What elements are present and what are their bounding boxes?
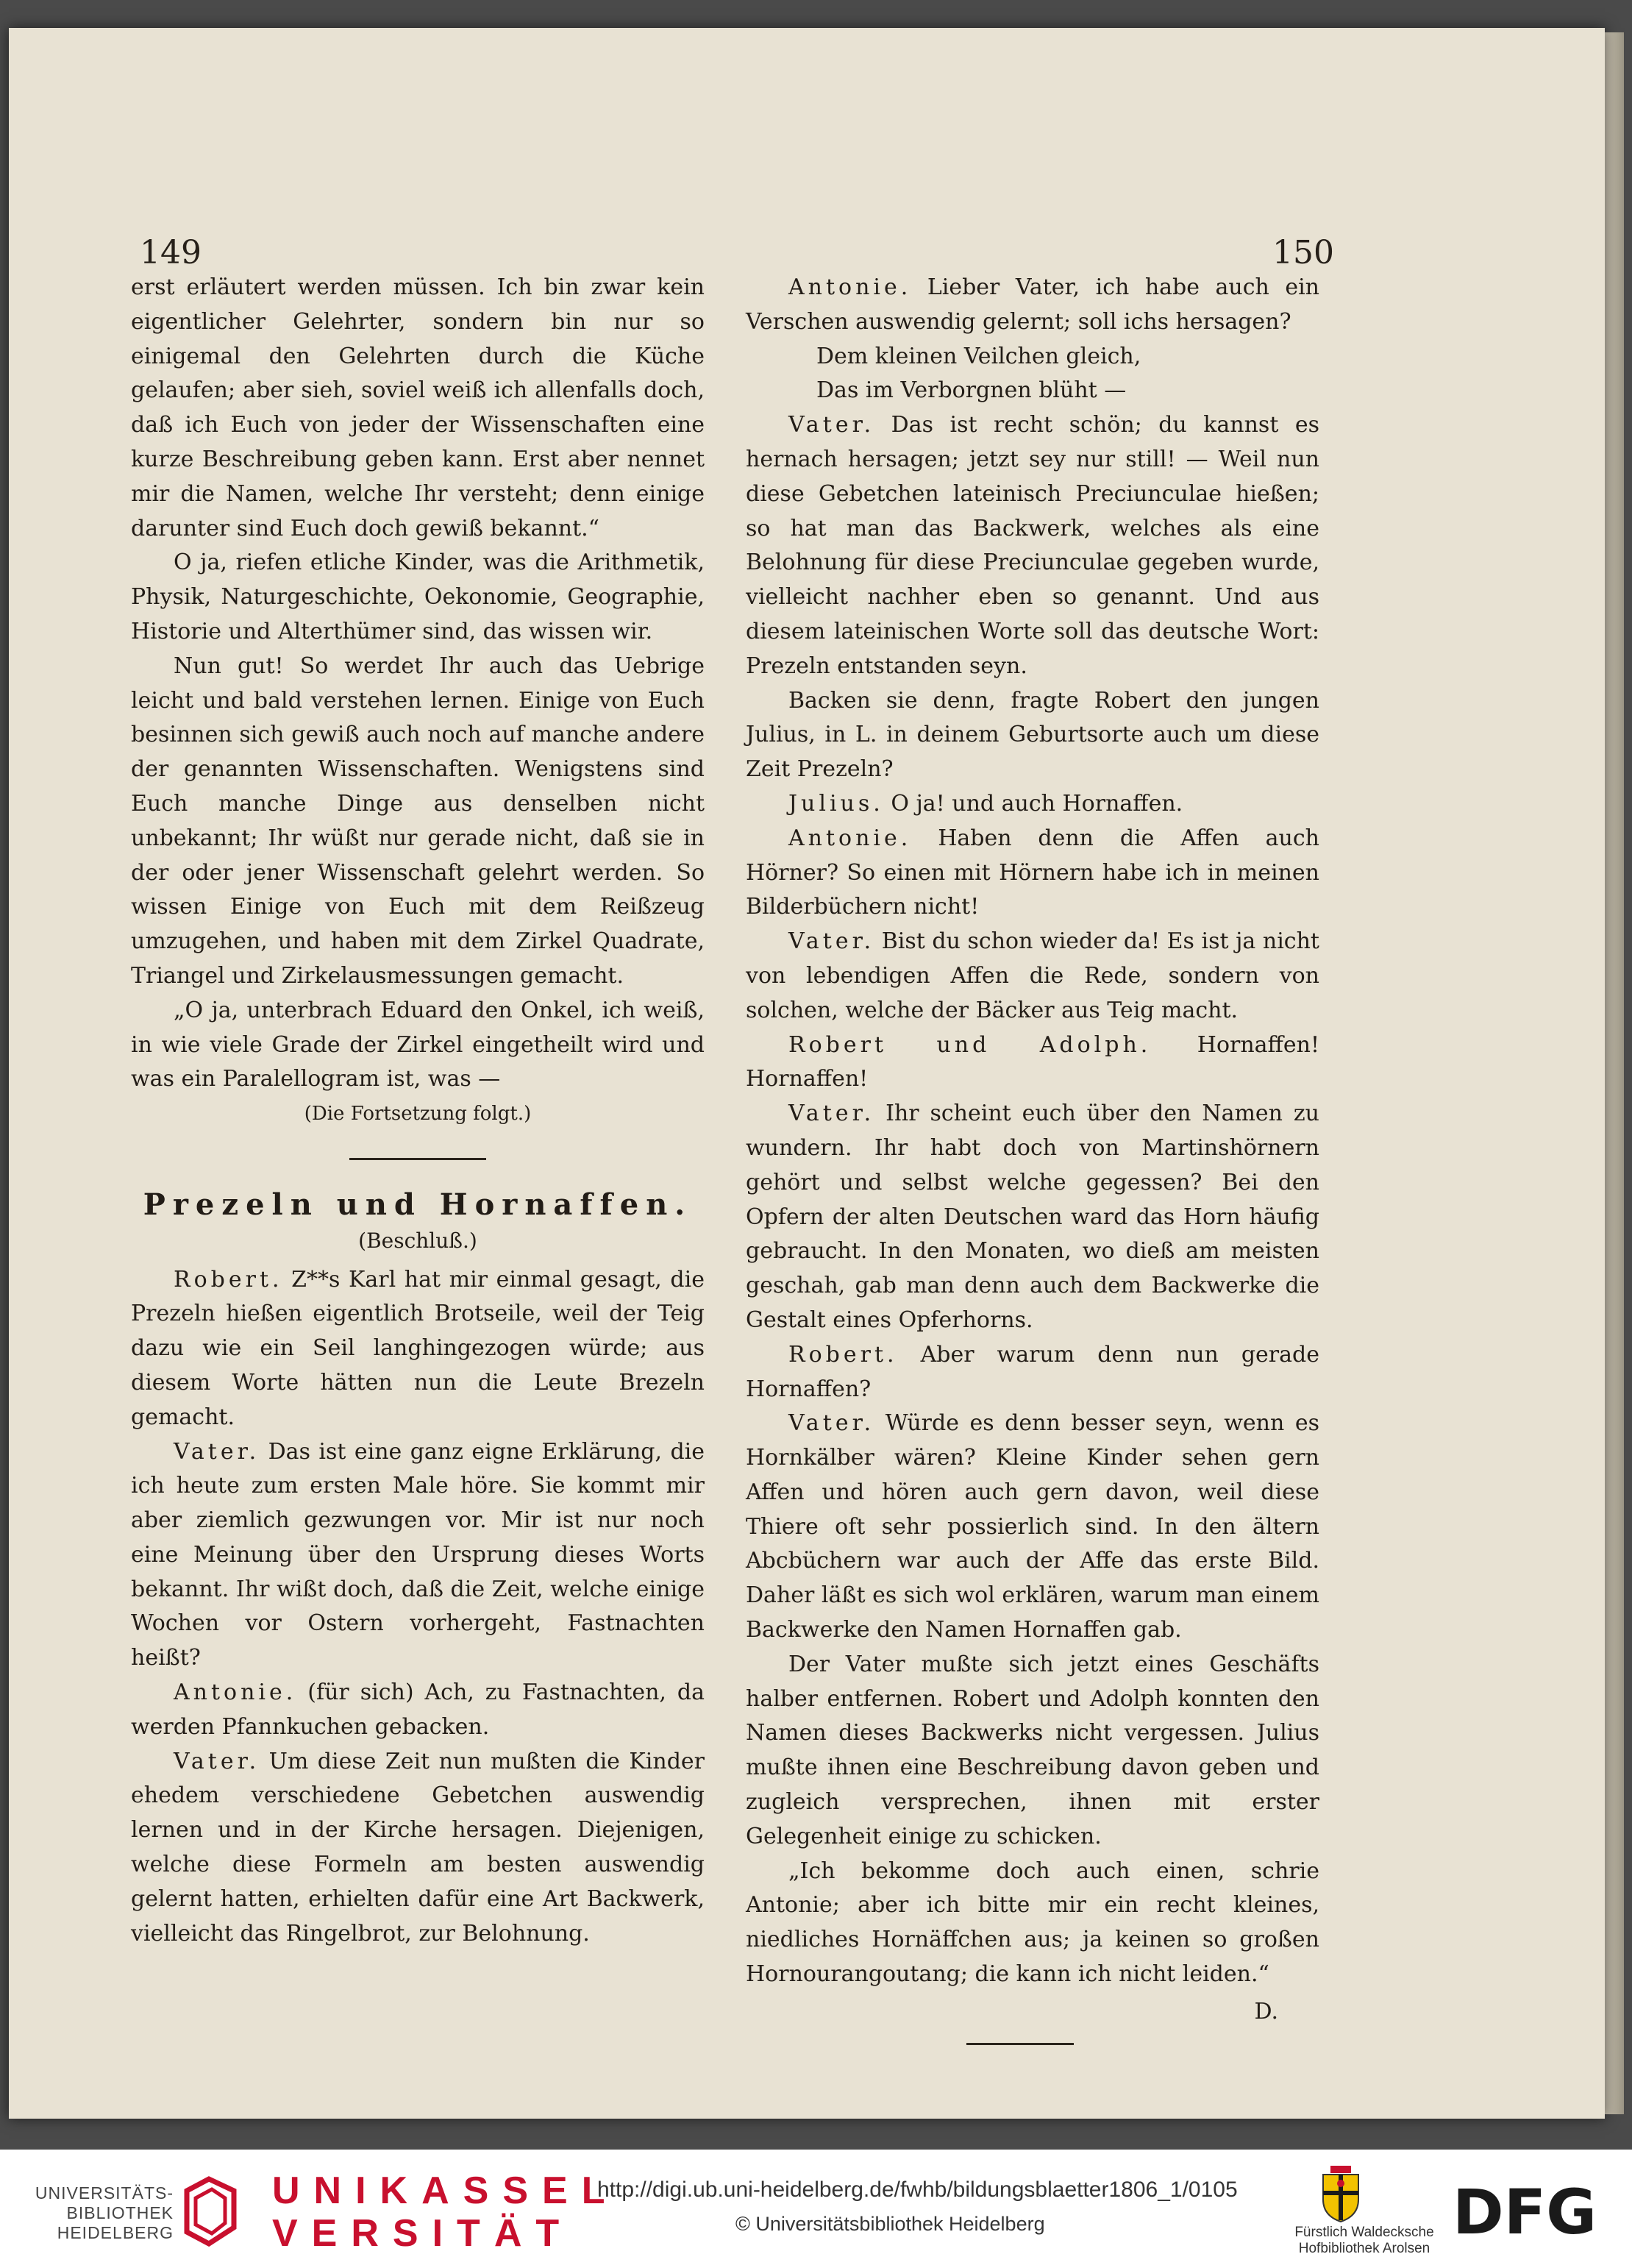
article-subtitle: (Beschluß.) <box>358 1228 477 1253</box>
speaker-name: Vater. <box>788 1410 875 1437</box>
paragraph: Nun gut! So werdet Ihr auch das Uebrige leicht und bald verstehen lernen. Einige von Euch besinnen sich gewiß auch noch auf manche andere der genannten Wissenschaften. Wenigstens sind Euch manche Dinge aus denselben nicht unbekannt; Ihr wüßt nur gerade nicht, daß sie in der oder jener Wissenschaft gelehrt werden. So wissen Einige von Euch mit dem Reißzeug umzugehen, und haben mit dem Zirkel Quadrate, Triangel und Zirkelausmessungen gemacht. <box>131 653 705 989</box>
speaker-name: Vater. <box>788 412 875 438</box>
speaker-name: Antonie. <box>174 1679 297 1706</box>
right-column <box>746 271 1319 2045</box>
speaker-name: Robert. <box>788 1341 898 1368</box>
permalink-url[interactable]: http://digi.ub.uni-heidelberg.de/fwhb/bildungsblaetter1806_1/0105 <box>597 2178 1238 2202</box>
dialogue-text: Ihr scheint euch über den Namen zu wundern. Ihr habt doch von Martinshörnern gehört und selbst welche gegessen? Bei den Opfern der alten Deutschen ward das Horn häufig gebraucht. In den Monaten, wo dieß am meisten geschah, gab man denn auch dem Backwerke die Gestalt eines Opferhorns. <box>746 1101 1319 1333</box>
article-title: Prezeln und Hornaffen. <box>143 1187 693 1222</box>
dialogue-text: Z**s Karl hat mir einmal gesagt, die Prezeln hießen eigentlich Brotseile, weil der Teig dazu wie ein Seil langhingezogen würde; aus diesem Worte hätten nun die Leute Brezeln gemacht. <box>131 1266 705 1430</box>
paragraph: „O ja, unterbrach Eduard den Onkel, ich weiß, in wie viele Grade der Zirkel eingetheilt wird und was ein Paralellogram ist, was — <box>131 997 705 1092</box>
dialogue-paragraph <box>746 408 1319 683</box>
dialogue-paragraph <box>746 1407 1319 1648</box>
copyright-notice: © Universitätsbibliothek Heidelberg <box>735 2213 1045 2235</box>
dialogue-paragraph <box>131 1676 705 1745</box>
speaker-name: Antonie. <box>788 274 912 300</box>
end-divider <box>966 2043 1074 2045</box>
speaker-name: Robert. <box>174 1266 283 1293</box>
ub-heidelberg-name: UNIVERSITÄTS- BIBLIOTHEK HEIDELBERG <box>35 2183 174 2242</box>
dialogue-text: Um diese Zeit nun mußten die Kinder ehedem verschiedene Gebetchen auswendig lernen und in der Kirche hersagen. Diejenigen, welche diese Formeln am besten auswendig gelernt hatten, erhielten dafür eine Art Backwerk, vielleicht das Ringelbrot, zur Belohnung. <box>131 1748 705 1947</box>
dialogue-text: Lieber Vater, ich habe auch ein Verschen auswendig gelernt; soll ichs hersagen? <box>746 274 1319 335</box>
verse-line: Dem kleinen Veilchen gleich, <box>816 343 1141 369</box>
dialogue-paragraph <box>131 1745 705 1952</box>
dialogue-paragraph <box>746 1338 1319 1407</box>
speaker-name: Antonie. <box>788 825 912 851</box>
paragraph: O ja, riefen etliche Kinder, was die Arithmetik, Physik, Naturgeschichte, Oekonomie, Geographie, Historie und Alterthümer sind, das wissen wir. <box>131 550 705 644</box>
section-divider <box>349 1158 486 1160</box>
dialogue-text: (für sich) Ach, zu Fastnachten, da werden Pfannkuchen gebacken. <box>131 1679 705 1740</box>
dialogue-paragraph <box>746 271 1319 340</box>
speaker-name: Vater. <box>174 1438 260 1465</box>
dialogue-paragraph <box>746 787 1319 822</box>
dialogue-text: Das ist eine ganz eigne Erklärung, die ich heute zum ersten Male höre. Sie kommt mir aber ziemlich gezwungen vor. Mir ist nur noch eine Meinung über den Ursprung dieses Worts bekannt. Ihr wißt doch, daß die Zeit, welche einige Wochen vor Ostern vorhergeht, Fastnachten heißt? <box>131 1438 705 1671</box>
left-column <box>131 271 705 1951</box>
dialogue-paragraph <box>131 1435 705 1677</box>
dfg-logo[interactable] <box>1453 2183 1614 2243</box>
arolsen-library-name <box>1276 2225 1453 2257</box>
dialogue-paragraph <box>746 1028 1319 1098</box>
viewer-footer <box>0 2150 1632 2268</box>
dialogue-text: Würde es denn besser seyn, wenn es Hornkälber wären? Kleine Kinder sehen gern Affen und hören auch gern davon, weil diese Thiere oft sehr possierlich sind. In den ältern Abcbüchern war auch der Affe das erste Bild. Daher läßt es sich wol erklären, warum man einem Backwerke den Namen Hornaffen gab. <box>746 1410 1319 1643</box>
dialogue-text: Das ist recht schön; du kannst es hernach hersagen; jetzt sey nur still! — Weil nun diese Gebetchen lateinisch Preciunculae hießen; so hat man das Backwerk, welches als eine Belohnung für diese Preciunculae gegeben wurde, vielleicht nachher eben so genannt. Und aus diesem lateinischen Worte soll das deutsche Wort: Prezeln entstanden seyn. <box>746 412 1319 679</box>
dialogue-text: Aber warum denn nun gerade Hornaffen? <box>746 1341 1319 1402</box>
arolsen-line2: Hofbibliothek Arolsen <box>1298 2241 1430 2256</box>
author-signature: D. <box>1254 1998 1278 2025</box>
arolsen-line1: Fürstlich Waldecksche <box>1294 2225 1434 2240</box>
paragraph: Backen sie denn, fragte Robert den jungen Julius, in L. in deinem Geburtsorte auch um diese Zeit Prezeln? <box>746 687 1319 783</box>
speaker-name: Julius. <box>788 790 884 817</box>
right-paragraphs <box>746 271 1319 1992</box>
dialogue-paragraph <box>131 1263 705 1435</box>
left-paragraphs <box>131 271 705 1097</box>
ub-heidelberg-logo[interactable] <box>179 2176 241 2250</box>
waldeck-crest-icon <box>1319 2164 1363 2227</box>
kassel-logo-line1[interactable]: UNIKASSEL <box>272 2169 619 2212</box>
dialogue-text: Bist du schon wieder da! Es ist ja nicht von lebendigen Affen die Rede, sondern von solchen, welche der Bäcker aus Teig macht. <box>746 928 1319 1023</box>
paragraph: erst erläutert werden müssen. Ich bin zwar kein eigentlicher Gelehrter, sondern bin nur so einigemal den Gelehrten durch die Küche gelaufen; aber sieh, soviel weiß ich allenfalls doch, daß ich Euch von jeder der Wissenschaften eine kurze Beschreibung geben kann. Erst aber nennet mir die Namen, welche Ihr versteht; denn einige darunter sind Euch doch gewiß bekannt.“ <box>131 274 705 541</box>
article-paragraphs <box>131 1263 705 1952</box>
right-page-number: 150 <box>1272 234 1334 271</box>
page-edge <box>1605 32 1624 2114</box>
dialogue-paragraph <box>746 1097 1319 1338</box>
speaker-name: Vater. <box>174 1748 260 1774</box>
dialogue-text: Hornaffen! Hornaffen! <box>746 1031 1319 1092</box>
kassel-logo-line2[interactable]: VERSITÄT <box>272 2212 574 2255</box>
verse-line: Das im Verborgnen blüht — <box>816 377 1127 404</box>
left-page-number: 149 <box>140 234 202 271</box>
speaker-name: Robert und Adolph. <box>788 1031 1152 1058</box>
speaker-name: Vater. <box>788 928 875 955</box>
dfg-logo-text: DFG <box>1453 2183 1597 2239</box>
dialogue-paragraph <box>746 925 1319 1028</box>
dialogue-text: Haben denn die Affen auch Hörner? So einen mit Hörnern habe ich in meinen Bilderbüchern nicht! <box>746 825 1319 920</box>
dialogue-text: O ja! und auch Hornaffen. <box>891 790 1183 817</box>
speaker-name: Vater. <box>788 1101 875 1127</box>
paragraph: „Ich bekomme doch auch einen, schrie Antonie; aber ich bitte mir ein recht kleines, niedliches Hornäffchen aus; ja keinen so großen Hornourangoutang; die kann ich nicht leiden.“ <box>746 1858 1319 1988</box>
continuation-note: (Die Fortsetzung folgt.) <box>304 1103 532 1126</box>
dialogue-paragraph <box>746 822 1319 925</box>
paragraph: Der Vater mußte sich jetzt eines Geschäfts halber entfernen. Robert und Adolph konnten den Namen dieses Backwerks nicht vergessen. Julius mußte ihnen eine Beschreibung davon geben und zugleich versprechen, ihnen mit erster Gelegenheit einige zu schicken. <box>746 1651 1319 1849</box>
